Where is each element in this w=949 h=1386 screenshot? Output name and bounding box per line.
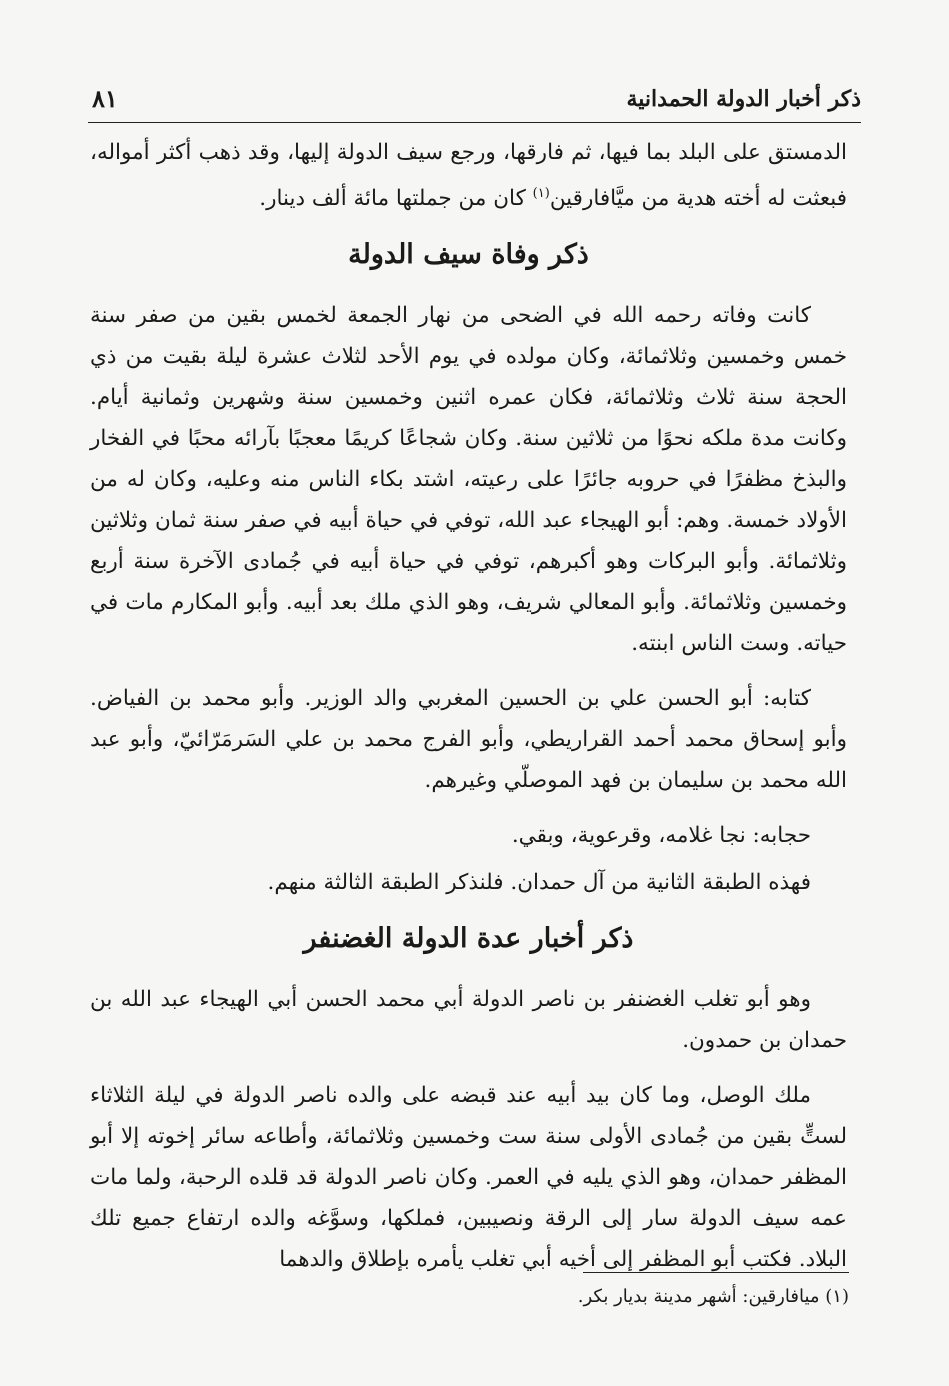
- paragraph-1-tail: كان من جملتها مائة ألف دينار.: [259, 186, 533, 212]
- paragraph-5: فهذه الطبقة الثانية من آل حمدان. فلنذكر الطبقة الثالثة منهم.: [267, 870, 811, 896]
- section-heading-uddat-al-dawla: ذكر أخبار عدة الدولة الغضنفر: [303, 923, 634, 955]
- footnote-reference[interactable]: (١): [532, 186, 550, 201]
- paragraph-1-text: الدمستق على البلد بما فيها، ثم فارقها، ورجع سيف الدولة إليها، وقد ذهب أكثر أمواله، فبعثت له أخته هدية من ميَّافارقين: [90, 140, 847, 212]
- paragraph-6: وهو أبو تغلب الغضنفر بن ناصر الدولة أبي محمد الحسن أبي الهيجاء عبد الله بن حمدان بن حمدون.: [90, 987, 847, 1054]
- paragraph-3: كتابه: أبو الحسن علي بن الحسين المغربي والد الوزير. وأبو محمد بن الفياض. وأبو إسحاق محمد أحمد القراريطي، وأبو الفرج محمد بن علي السَرمَرّائيّ، وأبو عبد الله محمد بن سليمان بن فهد الموصلّي وغيرهم.: [90, 686, 847, 794]
- paragraph-4: حجابه: نجا غلامه، وقرعوية، وبقي.: [511, 823, 811, 849]
- section-heading-death-of-sayf-al-dawla: ذكر وفاة سيف الدولة: [348, 239, 589, 271]
- paragraph-7: ملك الوصل، وما كان بيد أبيه عند قبضه على والده ناصر الدولة في ليلة الثلاثاء لستٍّ بقين من جُمادى الأولى سنة ست وخمسين وثلاثمائة، وأطاعه سائر إخوته إلا أبو المظفر حمدان، وهو الذي يليه في العمر. وكان ناصر الدولة قد قلده الرحبة، ولما مات عمه سيف الدولة سار إلى الرقة ونصيبين، فملكها، وسوَّغه والده ارتفاع جميع تلك البلاد. فكتب أبو المظفر إلى أخيه أبي تغلب يأمره بإطلاق والدهما: [90, 1083, 847, 1273]
- body-text: [90, 132, 847, 1294]
- footnote-divider: [583, 1272, 849, 1273]
- footnote: [300, 1282, 849, 1312]
- footnote-text: ميافارقين: أشهر مدينة بديار بكر.: [577, 1286, 820, 1307]
- running-head: [88, 82, 861, 123]
- page-number: ٨١: [92, 84, 118, 113]
- paragraph-2: كانت وفاته رحمه الله في الضحى من نهار الجمعة لخمس بقين من صفر سنة خمس وخمسين وثلاثمائة، وكان مولده في يوم الأحد لثلاث عشرة ليلة بقيت من ذي الحجة سنة ثلاث وثلاثمائة، فكان عمره اثنين وخمسين سنة وشهرين وثمانية أيام. وكانت مدة ملكه نحوًا من ثلاثين سنة. وكان شجاعًا كريمًا معجبًا بآرائه محبًا في الفخار والبذخ مظفرًا في حروبه جائرًا على رعيته، اشتد بكاء الناس منه وعليه، وكان له من الأولاد خمسة. وهم: أبو الهيجاء عبد الله، توفي في حياة أبيه في صفر سنة ثمان وثلاثين وثلاثمائة. وأبو البركات وهو أكبرهم، توفي في حياة أبيه في جُمادى الآخرة سنة أربع وخمسين وثلاثمائة. وأبو المعالي شريف، وهو الذي ملك بعد أبيه. وأبو المكارم مات في حياته. وست الناس ابنته.: [90, 303, 847, 657]
- paragraph-1: [90, 132, 847, 219]
- running-title: ذكر أخبار الدولة الحمدانية: [626, 86, 861, 112]
- footnote-number: (١): [825, 1286, 849, 1307]
